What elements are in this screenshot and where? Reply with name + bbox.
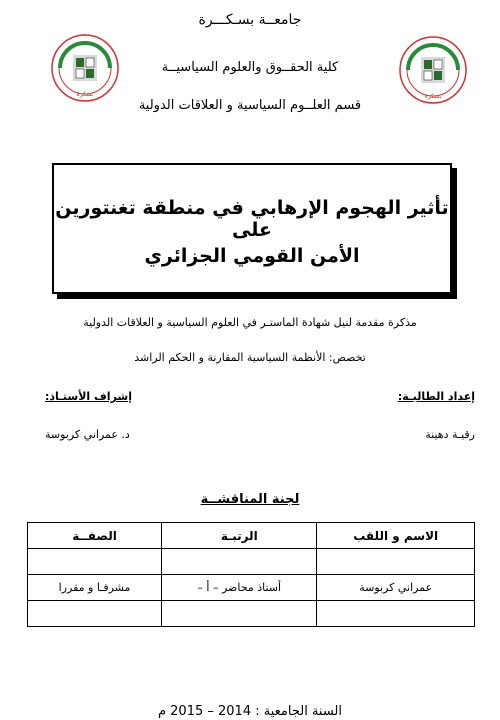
university-name: جامعــة بسـكـــرة <box>198 12 302 28</box>
table-row <box>28 575 475 601</box>
title-line-1: تأثير الهجوم الإرهابي في منطقة تغنتورين على <box>55 197 449 241</box>
cell-rank <box>162 549 317 575</box>
cell-rank <box>162 601 317 627</box>
faculty-name: كلية الحقــوق والعلوم السياسيــة <box>161 60 339 75</box>
table-header-row <box>28 523 475 549</box>
cell-role: مشرفـا و مقررا <box>28 575 162 601</box>
supervision-label: إشراف الأستـاذ: <box>45 390 133 403</box>
supervisor-name: د. عمراني كربوسة <box>45 428 130 441</box>
cell-name: عمراني كربوسة <box>317 575 475 601</box>
cell-rank: أستاذ محاضر – أ – <box>162 575 317 601</box>
header-role: الصفــة <box>28 523 162 549</box>
committee-title: لجنة المناقشــة <box>200 492 300 507</box>
cell-name <box>317 549 475 575</box>
prepared-by-label: إعداد الطالبـة: <box>397 390 475 403</box>
cell-name <box>317 601 475 627</box>
header-rank: الرتبـة <box>162 523 317 549</box>
logo-caption-right: بسكرة <box>424 93 442 100</box>
title-box <box>52 163 452 294</box>
memo-description: مذكرة مقدمة لنيل شهادة الماستـر في العلوم السياسية و العلاقات الدولية <box>83 316 417 329</box>
table-row <box>28 601 475 627</box>
cell-role <box>28 601 162 627</box>
academic-year: السنة الجامعية : 2014 – 2015 م <box>157 704 343 719</box>
committee-table <box>27 522 475 627</box>
title-line-2: الأمن القومي الجزائري <box>144 245 360 267</box>
department-name: قسم العلــوم السياسية و العلاقات الدولية <box>138 98 362 113</box>
university-logo-right <box>398 35 468 105</box>
table-row <box>28 549 475 575</box>
header-name: الاسم و اللقب <box>317 523 475 549</box>
specialty-line: تخصص: الأنظمة السياسية المقارنة و الحكم الراشد <box>134 351 366 364</box>
cell-role <box>28 549 162 575</box>
student-name: رقيـة دهينة <box>425 428 475 441</box>
university-logo-left <box>50 33 120 103</box>
logo-caption-left: بسكرة <box>76 91 94 98</box>
